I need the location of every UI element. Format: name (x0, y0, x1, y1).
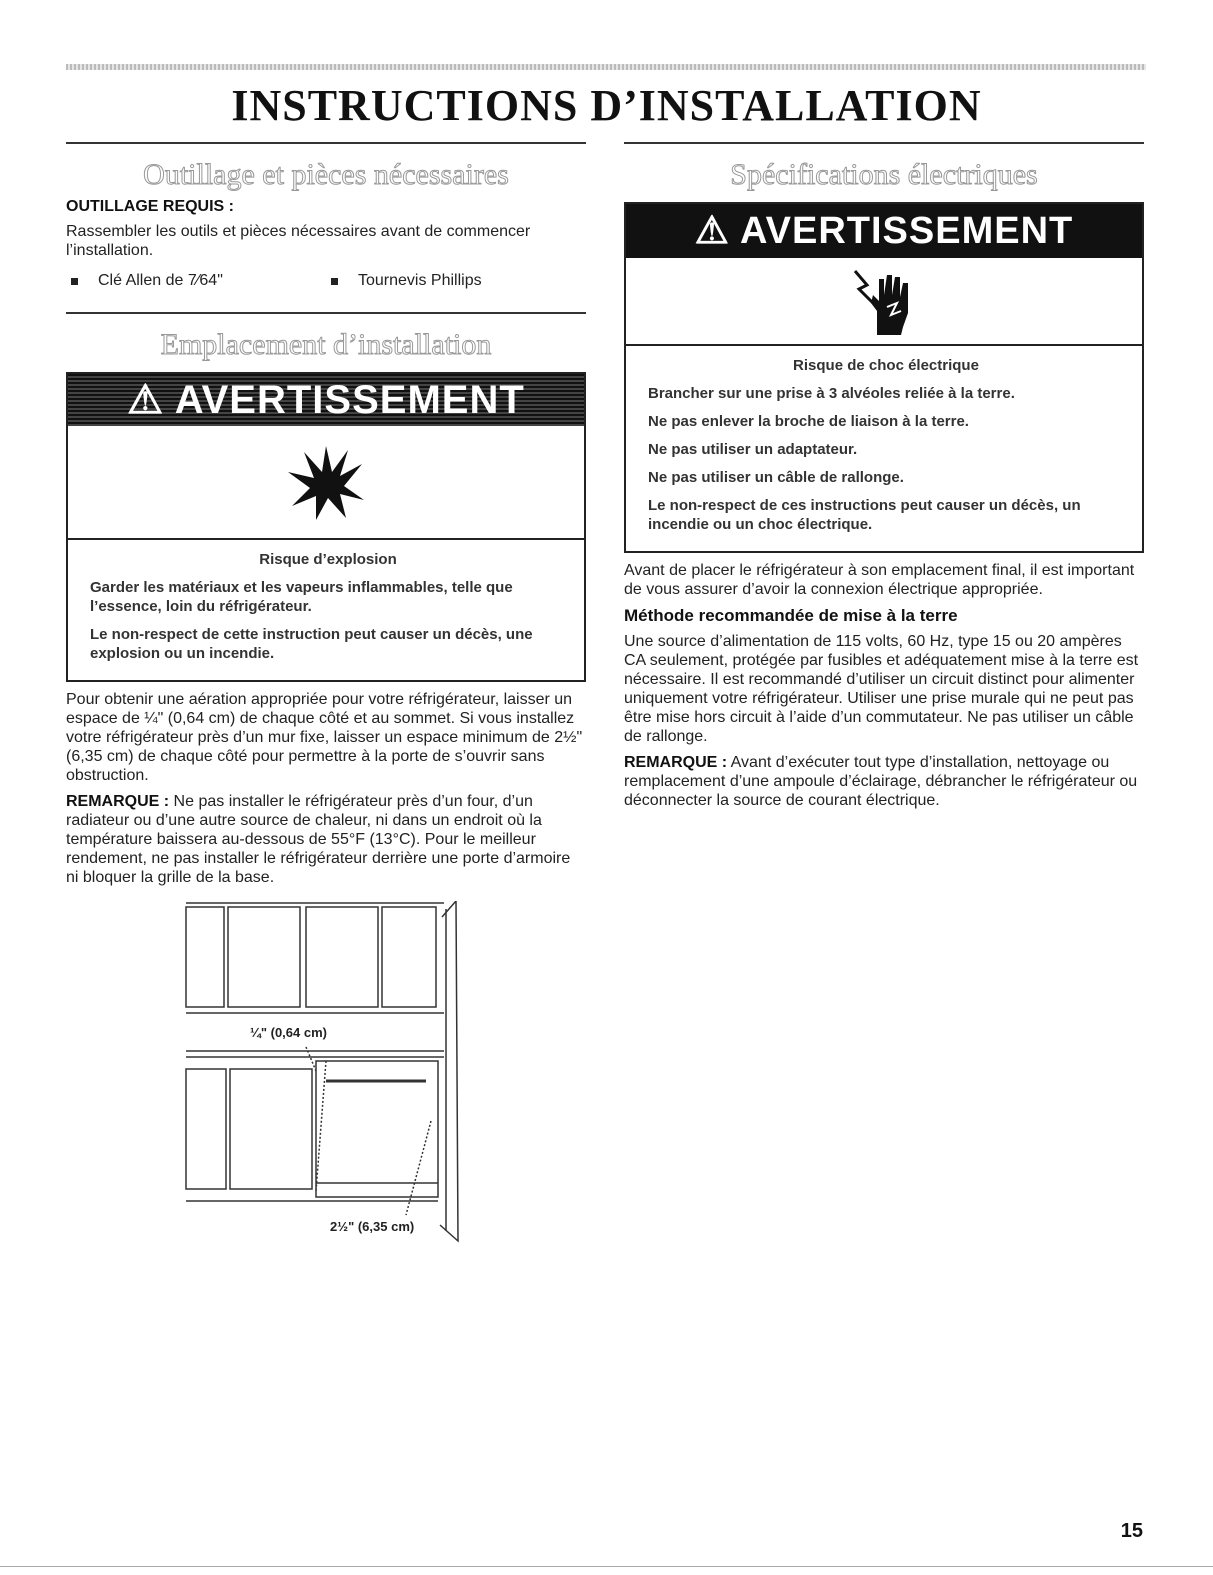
electrical-section-title: Spécifications électriques (730, 158, 1038, 191)
warning-triangle-icon: ⚠ (127, 378, 165, 422)
warning-body (626, 346, 1142, 551)
warning-heading-text: AVERTISSEMENT (740, 210, 1074, 252)
note-paragraph (66, 792, 586, 887)
warning-heading (626, 204, 1142, 258)
warning-line: Le non-respect de cette instruction peut causer un décès, une explosion ou un incendie. (90, 626, 533, 662)
ventilation-paragraph: Pour obtenir une aération appropriée pour votre réfrigérateur, laisser un espace de ¼" (0,64 cm) de chaque côté et au sommet. Si vous installez votre réfrigérateur près d’un mur fixe, laisser un espace minimum de 2½" (6,35 cm) de chaque côté pour permettre à la porte de s’ouvrir sans obstruction. (66, 691, 583, 784)
warning-risk: Risque d’explosion (259, 551, 397, 568)
grounding-method-title: Méthode recommandée de mise à la terre (624, 606, 958, 625)
warning-line: Garder les matériaux et les vapeurs inflammables, telle que l’essence, loin du réfrigérateur. (90, 579, 513, 615)
tool-item (326, 272, 586, 290)
bullet-icon (331, 278, 338, 285)
tool-item-label: Tournevis Phillips (358, 272, 482, 289)
warning-line: Le non-respect de ces instructions peut causer un décès, un incendie ou un choc électrique. (648, 497, 1081, 533)
warning-triangle-icon: ⚠ (694, 210, 730, 252)
explosion-warning-box (66, 372, 586, 682)
tool-item (66, 272, 326, 290)
explosion-icon (286, 442, 366, 522)
warning-heading-text: AVERTISSEMENT (174, 378, 525, 422)
cabinet-diagram-drawing (176, 901, 496, 1261)
warning-line: Brancher sur une prise à 3 alvéoles reliée à la terre. (648, 385, 1015, 402)
note-text: Avant d’exécuter tout type d’installation, nettoyage ou remplacement d’une ampoule d’éclairage, débrancher le réfrigérateur ou déconnecter la source de courant électrique. (624, 754, 1138, 809)
note-text: Ne pas installer le réfrigérateur près d’un four, d’un radiateur ou d’une autre source de chaleur, ni dans un endroit où la température baissera au-dessous de 55°F (13°C). Pour le meilleur rendement, ne pas installer le réfrigérateur derrière une porte d’armoire ni bloquer la grille de la base. (66, 793, 571, 886)
section-rule (66, 142, 586, 144)
placement-paragraph: Avant de placer le réfrigérateur à son emplacement final, il est important de vous assurer d’avoir la connexion électrique appropriée. (624, 562, 1135, 598)
warning-risk: Risque de choc électrique (793, 357, 979, 374)
note-label: REMARQUE : (66, 793, 170, 810)
electric-shock-icon (849, 265, 919, 337)
left-column (66, 142, 586, 1261)
section-rule (624, 142, 1144, 144)
warning-body (68, 540, 584, 680)
tools-section-title: Outillage et pièces nécessaires (143, 158, 509, 191)
warning-line: Ne pas enlever la broche de liaison à la terre. (648, 413, 969, 430)
top-decorative-bar (66, 64, 1146, 70)
bottom-rule (0, 1566, 1213, 1567)
location-section-title: Emplacement d’installation (160, 328, 492, 361)
warning-line: Ne pas utiliser un adaptateur. (648, 441, 858, 458)
section-rule (66, 312, 586, 314)
side-clearance-label: 2½" (6,35 cm) (330, 1219, 415, 1234)
page-title: INSTRUCTIONS D’INSTALLATION (231, 81, 982, 130)
warning-icon-area (626, 258, 1142, 346)
right-column (624, 142, 1144, 817)
page-number: 15 (1120, 1520, 1143, 1542)
bullet-icon (71, 278, 78, 285)
tool-item-label: Clé Allen de 7⁄64" (98, 272, 223, 289)
tools-subhead: OUTILLAGE REQUIS : (66, 198, 234, 215)
note-label: REMARQUE : (624, 754, 728, 771)
warning-icon-area (68, 426, 584, 540)
shock-warning-box (624, 202, 1144, 553)
power-source-paragraph: Une source d’alimentation de 115 volts, 60 Hz, type 15 ou 20 ampères CA seulement, protégée par fusibles et adéquatement mise à la terre est nécessaire. Il est recommandé d’utiliser un circuit distinct pour alimenter uniquement votre réfrigérateur. Utiliser une prise murale qui ne peut pas être mise hors circuit à l’aide d’un commutateur. Ne pas utiliser un câble de rallonge. (624, 633, 1139, 745)
tools-list (66, 272, 586, 290)
warning-heading (68, 374, 584, 426)
clearance-diagram (176, 901, 496, 1261)
warning-line: Ne pas utiliser un câble de rallonge. (648, 469, 904, 486)
note-paragraph (624, 753, 1144, 810)
top-clearance-label: ¼" (0,64 cm) (250, 1025, 327, 1040)
tools-text: Rassembler les outils et pièces nécessaires avant de commencer l’installation. (66, 223, 531, 259)
